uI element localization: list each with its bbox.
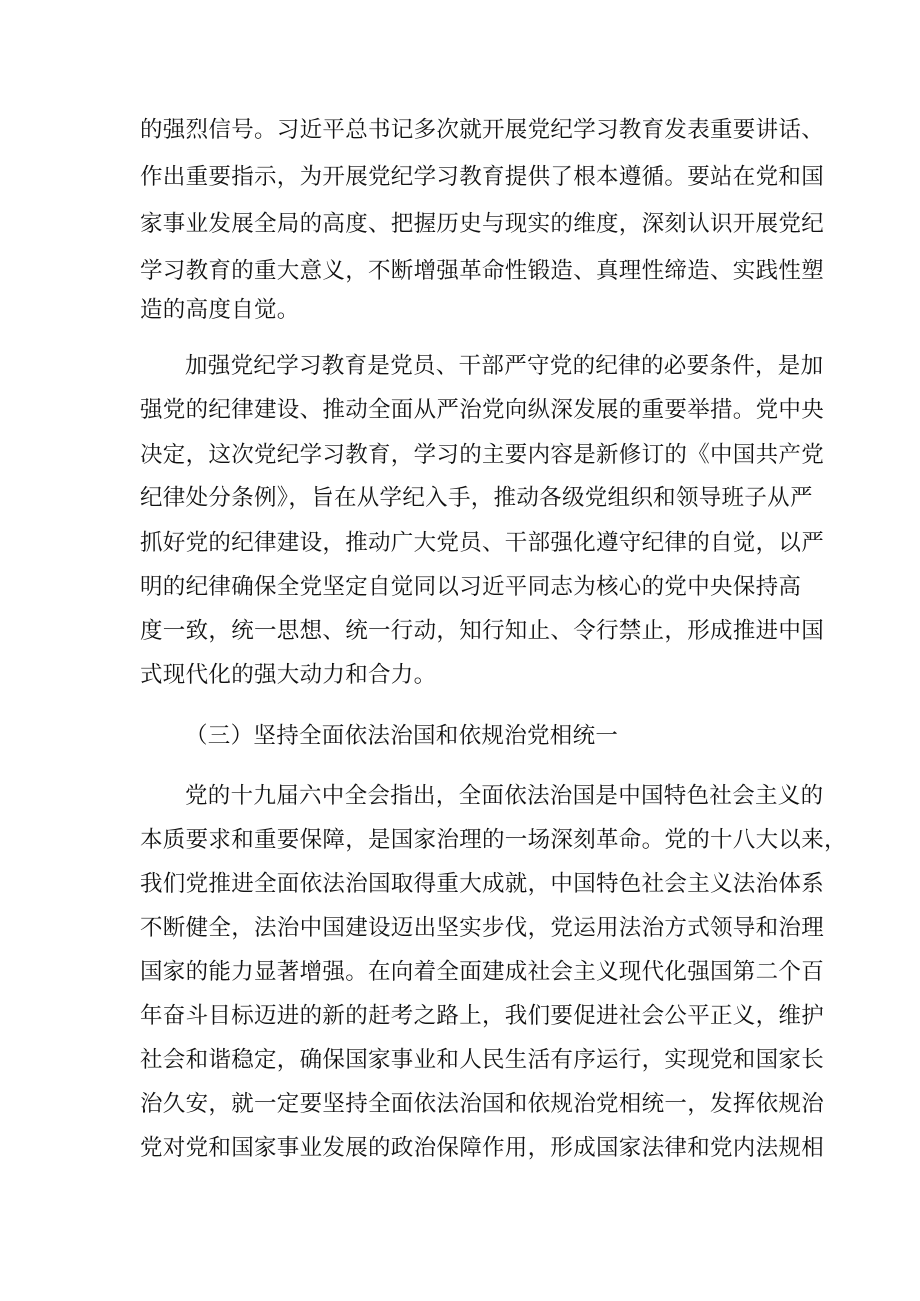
- text-line: 明的纪律确保全党坚定自觉同以习近平同志为核心的党中央保持高: [140, 574, 802, 600]
- text-line: 纪律处分条例》，旨在从学纪入手，推动各级党组织和领导班子从严: [140, 485, 813, 511]
- text-line: 不断健全，法治中国建设迈出坚实步伐，党运用法治方式领导和治理: [140, 915, 825, 941]
- text-line: 年奋斗目标迈进的新的赶考之路上，我们要促进社会公平正义，维护: [140, 1003, 825, 1029]
- text-line: 治久安，就一定要坚持全面依法治国和依规治党相统一，发挥依规治: [140, 1091, 825, 1117]
- text-line: 的强烈信号。习近平总书记多次就开展党纪学习教育发表重要讲话、: [140, 117, 825, 143]
- text-line: 我们党推进全面依法治国取得重大成就，中国特色社会主义法治体系: [140, 871, 825, 897]
- text-line: 学习教育的重大意义，不断增强革命性锻造、真理性缔造、实践性塑: [140, 258, 825, 284]
- text-line: 度一致，统一思想、统一行动，知行知止、令行禁止，形成推进中国: [140, 618, 825, 644]
- text-line: 党对党和国家事业发展的政治保障作用，形成国家法律和党内法规相: [140, 1135, 825, 1161]
- text-line: 家事业发展全局的高度、把握历史与现实的维度，深刻认识开展党纪: [140, 211, 825, 237]
- text-line: 党的十九届六中全会指出，全面依法治国是中国特色社会主义的: [185, 783, 824, 809]
- text-line: 加强党纪学习教育是党员、干部严守党的纪律的必要条件，是加: [185, 353, 824, 379]
- text-line: 式现代化的强大动力和合力。: [140, 662, 437, 688]
- text-line: 本质要求和重要保障，是国家治理的一场深刻革命。党的十八大以来，: [140, 827, 847, 853]
- text-line: 强党的纪律建设、推动全面从严治党向纵深发展的重要举措。党中央: [140, 397, 825, 423]
- text-line: 国家的能力显著增强。在向着全面建成社会主义现代化强国第二个百: [140, 959, 825, 985]
- text-line: 决定，这次党纪学习教育，学习的主要内容是新修订的《中国共产党: [140, 442, 825, 468]
- section-heading: （三）坚持全面依法治国和依规治党相统一: [185, 723, 619, 749]
- text-line: 造的高度自觉。: [140, 297, 300, 323]
- text-line: 作出重要指示，为开展党纪学习教育提供了根本遵循。要站在党和国: [140, 164, 825, 190]
- text-line: 抓好党的纪律建设，推动广大党员、干部强化遵守纪律的自觉，以严: [140, 530, 825, 556]
- text-line: 社会和谐稳定，确保国家事业和人民生活有序运行，实现党和国家长: [140, 1047, 825, 1073]
